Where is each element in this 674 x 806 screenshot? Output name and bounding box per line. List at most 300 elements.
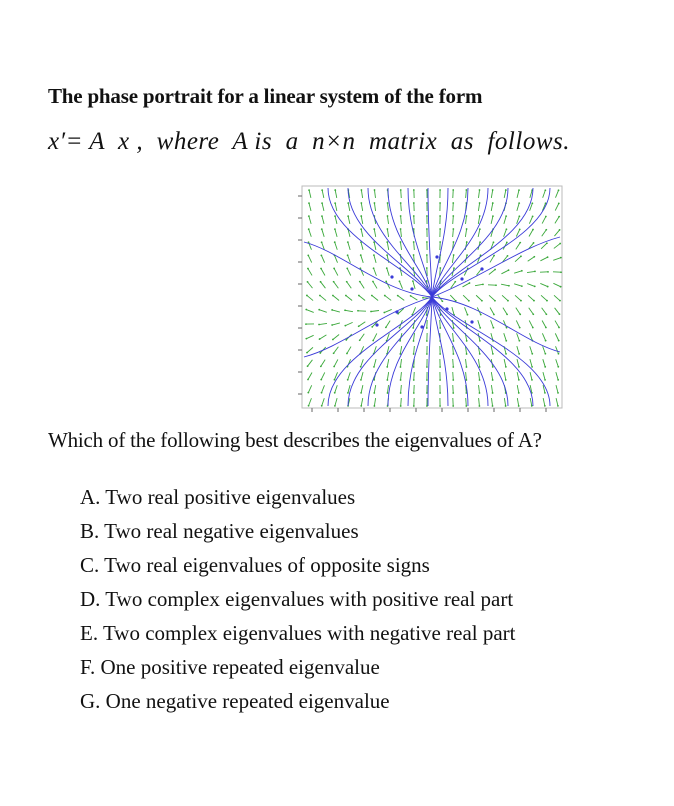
trajectory-point [480, 267, 483, 270]
field-arrowhead [426, 340, 428, 342]
field-arrowhead [305, 309, 307, 311]
field-arrowhead [400, 405, 402, 407]
field-arrowhead [413, 366, 415, 368]
field-arrowhead [360, 392, 362, 394]
field-arrowhead [479, 189, 481, 191]
field-arrowhead [505, 340, 507, 342]
trajectory-point [375, 323, 378, 326]
field-arrowhead [479, 215, 481, 217]
field-arrow [453, 216, 454, 224]
field-arrowhead [359, 339, 361, 341]
field-arrowhead [453, 254, 455, 256]
field-arrowhead [320, 254, 322, 256]
field-arrowhead [452, 202, 454, 204]
field-arrowhead [387, 202, 389, 204]
field-arrowhead [479, 379, 481, 381]
field-arrowhead [321, 189, 323, 191]
field-arrowhead [466, 366, 468, 368]
field-arrowhead [532, 313, 534, 315]
field-arrowhead [385, 281, 387, 283]
field-arrowhead [399, 327, 401, 329]
field-arrowhead [479, 392, 481, 394]
field-arrowhead [494, 269, 496, 271]
field-arrowhead [334, 405, 336, 407]
system-formula: x′= A x , where A is a n×n matrix as follows. [48, 128, 570, 155]
trajectory-point [410, 287, 413, 290]
field-arrowhead [466, 340, 468, 342]
field-arrowhead [479, 405, 481, 407]
field-arrowhead [545, 229, 547, 231]
field-arrowhead [413, 189, 415, 191]
field-arrowhead [520, 300, 522, 302]
field-arrowhead [305, 338, 307, 340]
field-arrowhead [545, 313, 547, 315]
field-arrowhead [557, 379, 559, 381]
field-arrowhead [439, 228, 441, 230]
field-arrowhead [318, 309, 320, 311]
field-arrowhead [531, 379, 533, 381]
field-arrowhead [387, 392, 389, 394]
field-arrowhead [307, 281, 309, 283]
field-arrowhead [546, 300, 548, 302]
field-arrowhead [469, 282, 471, 284]
field-arrowhead [492, 392, 494, 394]
field-arrowhead [468, 300, 470, 302]
field-arrowhead [319, 352, 321, 354]
field-arrowhead [373, 267, 375, 269]
field-arrowhead [518, 405, 520, 407]
field-arrowhead [518, 392, 520, 394]
field-arrowhead [505, 366, 507, 368]
field-arrowhead [386, 366, 388, 368]
field-arrowhead [319, 338, 321, 340]
field-arrowhead [307, 254, 309, 256]
field-arrowhead [373, 405, 375, 407]
field-arrowhead [440, 314, 442, 316]
option-a[interactable]: A. Two real positive eigenvalues [80, 485, 356, 509]
field-arrowhead [439, 327, 441, 329]
field-arrowhead [494, 300, 496, 302]
field-arrowhead [360, 254, 362, 256]
field-arrowhead [518, 215, 520, 217]
field-arrowhead [452, 379, 454, 381]
field-arrowhead [453, 327, 455, 329]
field-arrowhead [506, 327, 508, 329]
field-arrowhead [321, 241, 323, 243]
field-arrowhead [332, 339, 334, 341]
field-arrowhead [426, 267, 428, 269]
field-arrowhead [344, 325, 346, 327]
field-arrowhead [518, 340, 520, 342]
field-arrowhead [439, 267, 441, 269]
trajectory-point [395, 310, 398, 313]
field-arrowhead [307, 379, 309, 381]
field-arrowhead [334, 379, 336, 381]
field-arrowhead [308, 202, 310, 204]
option-d[interactable]: D. Two complex eigenvalues with positive real part [80, 587, 514, 611]
trajectory-point [445, 307, 448, 310]
field-arrowhead [400, 215, 402, 217]
trajectory-point [460, 277, 463, 280]
field-arrowhead [479, 353, 481, 355]
field-arrowhead [506, 228, 508, 230]
field-arrowhead [413, 392, 415, 394]
field-arrowhead [360, 379, 362, 381]
field-arrowhead [308, 405, 310, 407]
field-arrowhead [333, 281, 335, 283]
field-arrowhead [493, 241, 495, 243]
field-arrowhead [308, 215, 310, 217]
field-arrowhead [532, 327, 534, 329]
field-arrowhead [306, 352, 308, 354]
field-arrowhead [373, 254, 375, 256]
field-arrowhead [507, 300, 509, 302]
field-arrowhead [534, 270, 536, 272]
field-arrowhead [560, 286, 562, 288]
field-arrowhead [413, 353, 415, 355]
field-arrowhead [321, 228, 323, 230]
field-arrow [401, 398, 402, 406]
field-arrowhead [506, 314, 508, 316]
field-arrowhead [400, 366, 402, 368]
field-arrowhead [386, 241, 388, 243]
field-arrowhead [360, 405, 362, 407]
field-arrowhead [544, 366, 546, 368]
field-arrowhead [374, 202, 376, 204]
field-arrowhead [400, 189, 402, 191]
field-arrowhead [557, 392, 559, 394]
field-arrowhead [360, 228, 362, 230]
field-arrowhead [307, 365, 309, 367]
field-arrowhead [426, 228, 428, 230]
field-arrowhead [521, 270, 523, 272]
field-arrowhead [308, 228, 310, 230]
field-arrowhead [413, 215, 415, 217]
option-g[interactable]: G. One negative repeated eigenvalue [80, 689, 390, 713]
field-arrowhead [333, 352, 335, 354]
field-arrowhead [373, 241, 375, 243]
field-arrowhead [506, 242, 508, 244]
field-arrowhead [482, 283, 484, 285]
field-arrowhead [426, 202, 428, 204]
field-arrowhead [508, 285, 510, 287]
field-arrowhead [331, 324, 333, 326]
field-arrowhead [559, 300, 561, 302]
phase-portrait-figure [288, 180, 570, 416]
field-arrowhead [372, 340, 374, 342]
field-arrowhead [479, 340, 481, 342]
option-e[interactable]: E. Two complex eigenvalues with negative real part [80, 621, 516, 645]
field-arrowhead [547, 286, 549, 288]
field-arrowhead [305, 323, 307, 325]
field-arrowhead [439, 392, 441, 394]
field-arrowhead [384, 295, 386, 297]
field-arrowhead [466, 254, 468, 256]
field-arrowhead [320, 268, 322, 270]
field-arrow [401, 203, 402, 211]
field-arrowhead [422, 297, 424, 299]
field-arrowhead [452, 366, 454, 368]
field-arrowhead [413, 405, 415, 407]
field-arrowhead [397, 295, 399, 297]
field-arrowhead [466, 228, 468, 230]
field-arrowhead [546, 242, 548, 244]
field-arrowhead [385, 326, 387, 328]
field-arrowhead [412, 267, 414, 269]
field-arrowhead [426, 379, 428, 381]
field-arrowhead [479, 327, 481, 329]
field-arrowhead [333, 268, 335, 270]
field-arrow [466, 398, 467, 406]
option-b[interactable]: B. Two real negative eigenvalues [80, 519, 359, 543]
field-arrowhead [386, 267, 388, 269]
trajectory-point [435, 255, 438, 258]
field-arrowhead [413, 254, 415, 256]
field-arrowhead [532, 229, 534, 231]
field-arrowhead [333, 366, 335, 368]
field-arrowhead [387, 215, 389, 217]
field-arrowhead [492, 379, 494, 381]
field-arrowhead [347, 392, 349, 394]
field-arrowhead [400, 228, 402, 230]
answer-options [80, 484, 516, 722]
field-arrowhead [413, 241, 415, 243]
field-arrowhead [558, 189, 560, 191]
field-arrowhead [558, 340, 560, 342]
field-arrowhead [557, 405, 559, 407]
field-arrowhead [452, 189, 454, 191]
field-arrowhead [383, 312, 385, 314]
field-arrowhead [492, 189, 494, 191]
field-arrowhead [347, 241, 349, 243]
field-arrowhead [558, 203, 560, 205]
field-arrowhead [439, 405, 441, 407]
trajectory-point [470, 320, 473, 323]
field-arrowhead [370, 311, 372, 313]
field-arrowhead [307, 268, 309, 270]
field-arrowhead [361, 189, 363, 191]
field-arrowhead [410, 295, 412, 297]
field-arrowhead [400, 379, 402, 381]
field-arrowhead [386, 254, 388, 256]
field-arrow [440, 320, 441, 328]
field-arrowhead [481, 300, 483, 302]
field-arrowhead [493, 327, 495, 329]
field-arrowhead [426, 280, 428, 282]
field-arrowhead [453, 340, 455, 342]
field-arrowhead [439, 202, 441, 204]
field-arrowhead [557, 366, 559, 368]
field-arrowhead [493, 255, 495, 257]
field-arrowhead [544, 353, 546, 355]
field-arrowhead [358, 295, 360, 297]
field-arrow [401, 190, 402, 198]
field-arrowhead [508, 269, 510, 271]
trajectory-point [420, 325, 423, 328]
field-arrowhead [519, 327, 521, 329]
field-arrowhead [466, 241, 468, 243]
field-arrowhead [518, 379, 520, 381]
field-arrowhead [359, 281, 361, 283]
field-arrowhead [452, 215, 454, 217]
field-arrowhead [480, 314, 482, 316]
field-arrowhead [321, 405, 323, 407]
field-arrowhead [441, 300, 443, 302]
field-arrowhead [360, 366, 362, 368]
field-arrowhead [453, 267, 455, 269]
field-arrowhead [545, 216, 547, 218]
field-arrowhead [558, 216, 560, 218]
field-arrowhead [531, 202, 533, 204]
field-arrowhead [347, 254, 349, 256]
field-arrowhead [518, 366, 520, 368]
field-arrowhead [534, 285, 536, 287]
field-arrowhead [360, 202, 362, 204]
field-arrowhead [520, 255, 522, 257]
field-arrowhead [344, 309, 346, 311]
field-arrowhead [373, 392, 375, 394]
field-arrow [453, 359, 454, 367]
field-arrowhead [321, 202, 323, 204]
field-arrowhead [372, 281, 374, 283]
field-arrowhead [320, 281, 322, 283]
field-arrowhead [334, 202, 336, 204]
field-arrowhead [321, 392, 323, 394]
option-f[interactable]: F. One positive repeated eigenvalue [80, 655, 380, 679]
field-arrowhead [518, 189, 520, 191]
field-arrowhead [373, 366, 375, 368]
field-arrowhead [559, 229, 561, 231]
field-arrowhead [505, 405, 507, 407]
field-arrowhead [306, 295, 308, 297]
field-arrowhead [505, 353, 507, 355]
field-arrowhead [346, 281, 348, 283]
field-arrowhead [531, 353, 533, 355]
field-arrowhead [400, 241, 402, 243]
field-arrowhead [452, 392, 454, 394]
field-arrowhead [334, 215, 336, 217]
field-arrowhead [387, 228, 389, 230]
field-arrowhead [400, 392, 402, 394]
field-arrowhead [426, 392, 428, 394]
field-arrowhead [439, 215, 441, 217]
field-arrowhead [332, 295, 334, 297]
field-arrowhead [492, 202, 494, 204]
field-arrowhead [426, 327, 428, 329]
problem-heading: The phase portrait for a linear system of the form [48, 84, 483, 108]
field-arrowhead [426, 353, 428, 355]
field-arrowhead [452, 353, 454, 355]
field-arrowhead [547, 271, 549, 273]
field-arrowhead [544, 405, 546, 407]
field-arrowhead [560, 271, 562, 273]
field-arrowhead [518, 202, 520, 204]
field-arrowhead [479, 202, 481, 204]
field-arrowhead [347, 379, 349, 381]
field-arrowhead [308, 189, 310, 191]
field-arrowhead [465, 189, 467, 191]
field-arrowhead [426, 241, 428, 243]
field-arrowhead [507, 255, 509, 257]
field-arrowhead [558, 353, 560, 355]
field-arrowhead [400, 202, 402, 204]
field-arrowhead [544, 392, 546, 394]
field-arrowhead [521, 285, 523, 287]
option-c[interactable]: C. Two real eigenvalues of opposite signs [80, 553, 430, 577]
field-arrowhead [479, 241, 481, 243]
field-arrowhead [412, 280, 414, 282]
field-arrowhead [519, 228, 521, 230]
field-arrowhead [492, 215, 494, 217]
field-arrowhead [439, 379, 441, 381]
field-arrowhead [320, 365, 322, 367]
field-arrowhead [358, 325, 360, 327]
field-arrowhead [492, 405, 494, 407]
field-arrowhead [374, 189, 376, 191]
field-arrowhead [559, 313, 561, 315]
field-arrowhead [466, 215, 468, 217]
field-arrowhead [531, 405, 533, 407]
field-arrowhead [518, 353, 520, 355]
field-arrowhead [334, 241, 336, 243]
field-arrowhead [505, 215, 507, 217]
field-arrowhead [319, 295, 321, 297]
field-arrow [453, 372, 454, 380]
field-arrowhead [492, 366, 494, 368]
field-arrowhead [334, 189, 336, 191]
field-arrowhead [346, 353, 348, 355]
field-arrowhead [493, 314, 495, 316]
trajectory-point [390, 275, 393, 278]
field-arrowhead [426, 366, 428, 368]
field-arrowhead [439, 189, 441, 191]
field-arrowhead [347, 215, 349, 217]
field-arrowhead [492, 353, 494, 355]
field-arrowhead [454, 281, 456, 283]
field-arrowhead [345, 295, 347, 297]
field-arrowhead [360, 215, 362, 217]
field-arrowhead [532, 215, 534, 217]
field-arrowhead [321, 215, 323, 217]
field-arrowhead [334, 228, 336, 230]
field-arrowhead [413, 379, 415, 381]
field-arrowhead [452, 405, 454, 407]
field-arrowhead [439, 353, 441, 355]
field-arrowhead [495, 284, 497, 286]
field-arrowhead [334, 392, 336, 394]
field-arrowhead [399, 340, 401, 342]
field-arrowhead [426, 254, 428, 256]
field-arrowhead [545, 327, 547, 329]
field-arrowhead [318, 324, 320, 326]
field-arrowhead [533, 256, 535, 258]
field-arrowhead [544, 379, 546, 381]
field-arrowhead [547, 256, 549, 258]
field-arrowhead [505, 189, 507, 191]
field-arrowhead [346, 268, 348, 270]
field-arrowhead [466, 353, 468, 355]
field-arrowhead [371, 295, 373, 297]
field-arrowhead [439, 366, 441, 368]
field-arrowhead [519, 242, 521, 244]
field-arrowhead [479, 228, 481, 230]
field-arrowhead [533, 242, 535, 244]
field-arrowhead [531, 366, 533, 368]
field-arrowhead [371, 326, 373, 328]
field-arrowhead [413, 202, 415, 204]
field-arrowhead [307, 392, 309, 394]
field-arrowhead [452, 228, 454, 230]
